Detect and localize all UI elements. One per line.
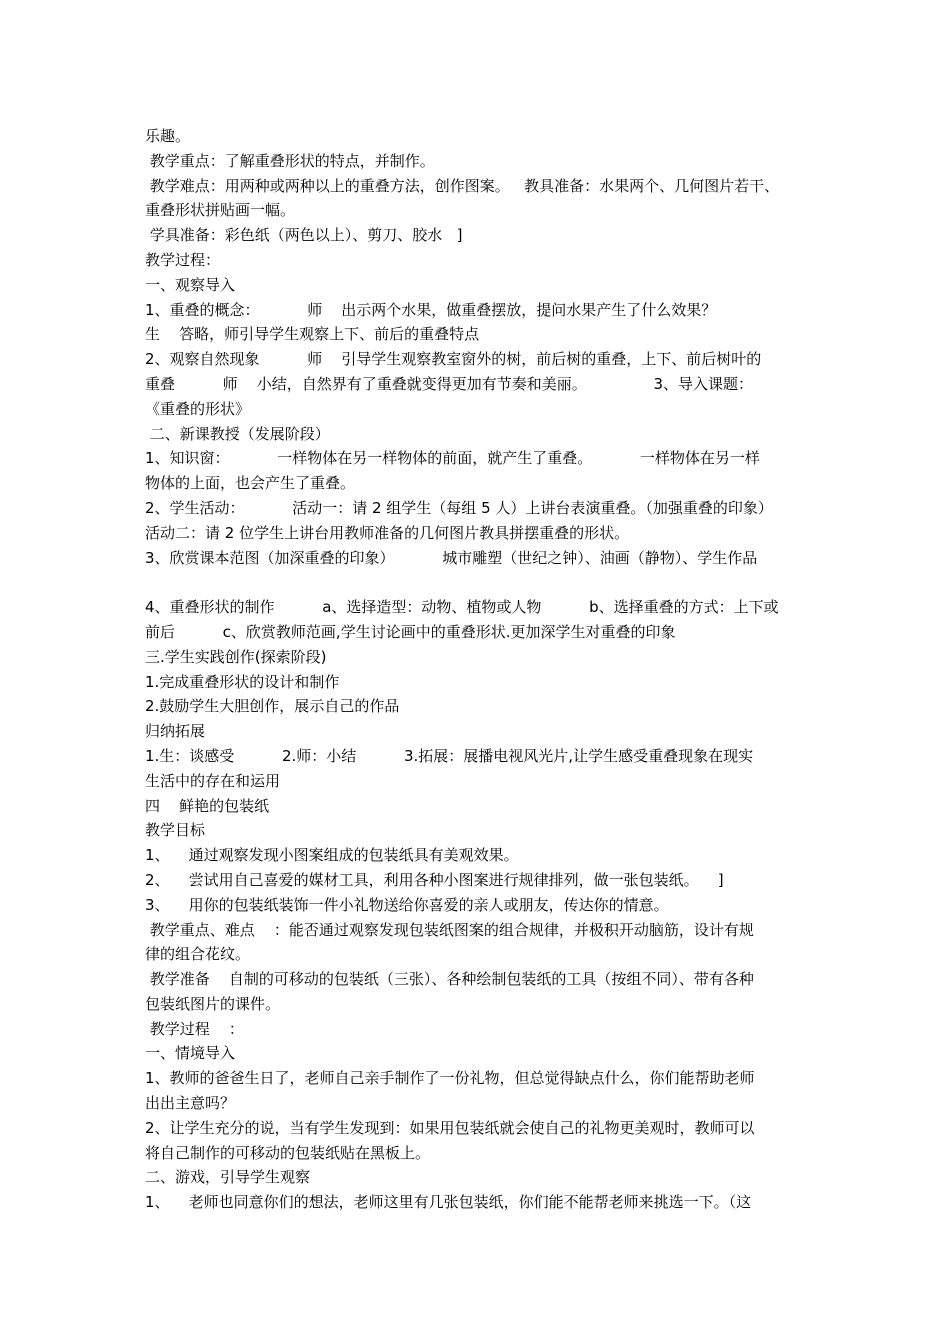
text-line: 教学过程： — [145, 250, 221, 269]
text-line: 1、重叠的概念： 师 出示两个水果，做重叠摆放，提问水果产生了什么效果？ — [145, 300, 717, 319]
text-line: 出出主意吗？ — [145, 1094, 236, 1113]
text-line: 3、 用你的包装纸装饰一件小礼物送给你喜爱的亲人或朋友，传达你的情意。 — [145, 895, 669, 914]
text-line: 教学难点：用两种或两种以上的重叠方法，创作图案。 教具准备：水果两个、几何图片若干、 — [145, 176, 780, 195]
text-line: 活动二：请 2 位学生上讲台用教师准备的几何图片教具拼摆重叠的形状。 — [145, 523, 630, 542]
text-line: 将自己制作的可移动的包装纸贴在黑板上。 — [145, 1143, 431, 1162]
text-line: 教学重点、难点 ：能否通过观察发现包装纸图案的组合规律，并极积开动脑筋，设计有规 — [145, 920, 754, 939]
text-line: 教学目标 — [145, 821, 206, 840]
text-line: 二、游戏，引导学生观察 — [145, 1168, 311, 1187]
text-line: 乐趣。 — [145, 127, 191, 145]
text-line: 2、观察自然现象 师 引导学生观察教室窗外的树，前后树的重叠，上下、前后树叶的 — [145, 350, 762, 369]
text-line: 1、知识窗： 一样物体在另一样物体的前面，就产生了重叠。 一样物体在另一样 — [145, 449, 760, 468]
text-line: 1、 通过观察发现小图案组成的包装纸具有美观效果。 — [145, 846, 519, 865]
text-line: 1、 老师也同意你们的想法，老师这里有几张包装纸，你们能不能帮老师来挑选一下。（这 — [145, 1193, 752, 1212]
text-line: 2、学生活动： 活动一：请 2 组学生（每组 5 人）上讲台表演重叠。（加强重叠的印象） — [145, 498, 773, 517]
text-line: 律的组合花纹。 — [145, 945, 251, 964]
text-line: 一、情境导入 — [145, 1044, 236, 1063]
text-line: 2.鼓励学生大胆创作，展示自己的作品 — [145, 697, 400, 716]
text-line: 二、新课教授（发展阶段） — [145, 424, 330, 443]
text-line: 2、 尝试用自己喜爱的媒材工具，利用各种小图案进行规律排列，做一张包装纸。 ] — [145, 870, 724, 889]
text-line: 四 鲜艳的包装纸 — [145, 796, 270, 815]
text-line: 重叠形状拼贴画一幅。 — [145, 201, 296, 220]
text-line: 《重叠的形状》 — [145, 399, 251, 418]
text-line: 一、观察导入 — [145, 275, 236, 294]
text-line: 1.完成重叠形状的设计和制作 — [145, 672, 340, 691]
text-line: 2、让学生充分的说，当有学生发现到：如果用包装纸就会使自己的礼物更美观时，教师可以 — [145, 1118, 755, 1137]
text-line: 教学准备 自制的可移动的包装纸（三张）、各种绘制包装纸的工具（按组不同）、带有各种 — [145, 970, 754, 989]
text-line: 生 答略，师引导学生观察上下、前后的重叠特点 — [145, 325, 480, 344]
text-line: 学具准备：彩色纸（两色以上）、剪刀、胶水 ] — [145, 226, 463, 245]
text-line: 三.学生实践创作(探索阶段) — [145, 647, 327, 666]
text-line: 1、教师的爸爸生日了，老师自己亲手制作了一份礼物，但总觉得缺点什么，你们能帮助老师 — [145, 1069, 755, 1088]
text-line: 3、欣赏课本范图（加深重叠的印象） 城市雕塑（世纪之钟）、油画（静物）、学生作品 — [145, 548, 758, 567]
text-line: 物体的上面，也会产生了重叠。 — [145, 474, 356, 493]
text-line: 1.生：谈感受 2.师：小结 3.拓展：展播电视风光片,让学生感受重叠现象在现实 — [145, 746, 754, 765]
text-line: 前后 c、欣赏教师范画,学生讨论画中的重叠形状.更加深学生对重叠的印象 — [145, 622, 676, 641]
text-line: 教学过程 ： — [145, 1019, 244, 1038]
text-line: 归纳拓展 — [145, 722, 206, 741]
text-line: 生活中的存在和运用 — [145, 771, 281, 790]
text-line: 包装纸图片的课件。 — [145, 994, 281, 1013]
text-line: 教学重点：了解重叠形状的特点，并制作。 — [145, 151, 435, 170]
document-body — [145, 124, 815, 1215]
blank-line — [145, 570, 815, 595]
text-line: 重叠 师 小结，自然界有了重叠就变得更加有节奏和美丽。 3、导入课题： — [145, 374, 754, 393]
text-line: 4、重叠形状的制作 a、选择造型：动物、植物或人物 b、选择重叠的方式：上下或 — [145, 598, 779, 617]
